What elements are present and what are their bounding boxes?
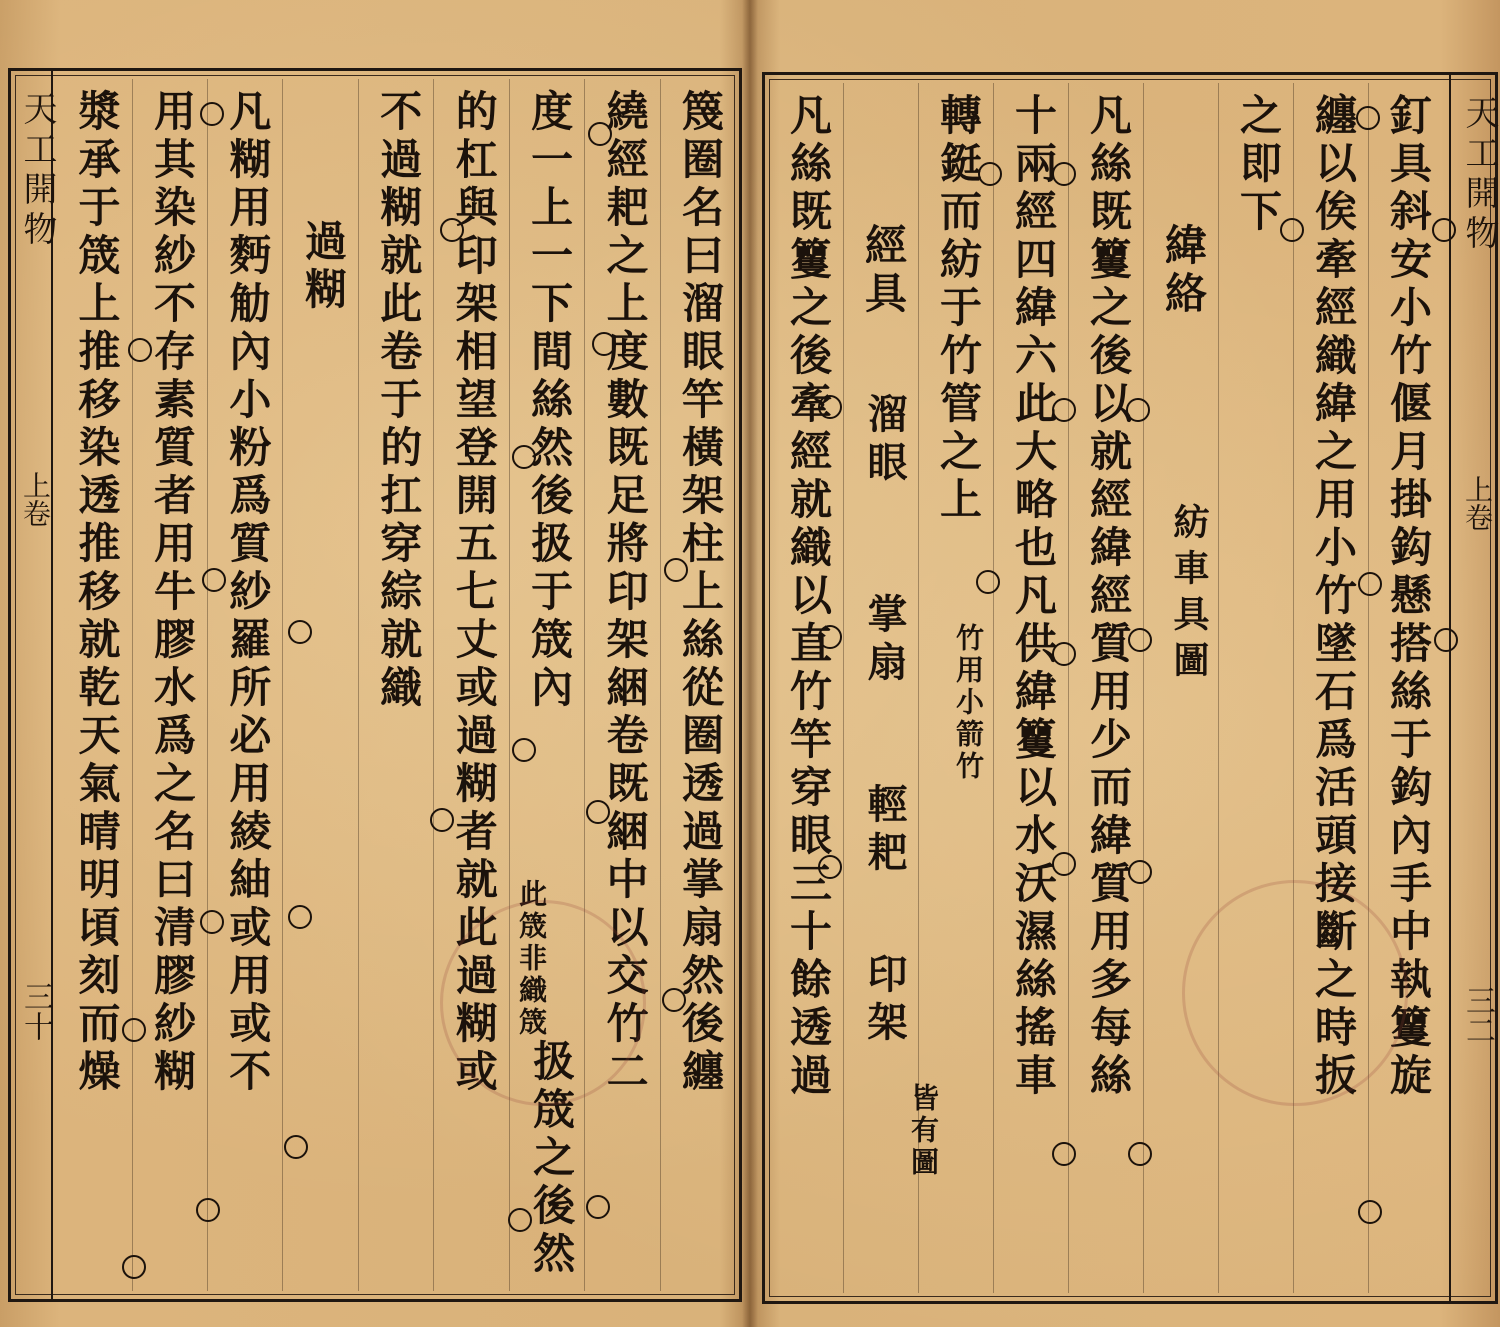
left-col-3-continued: 扱筬之後然 bbox=[527, 1039, 577, 1279]
punctuation-circle bbox=[200, 102, 224, 126]
punctuation-circle bbox=[508, 1208, 532, 1232]
punctuation-circle bbox=[200, 910, 224, 934]
right-col-3-text: 之即下 bbox=[1234, 93, 1283, 237]
punctuation-circle bbox=[662, 988, 686, 1012]
right-sub-zhangshan: 掌扇 bbox=[861, 593, 908, 689]
punctuation-circle bbox=[512, 738, 536, 762]
punctuation-circle bbox=[976, 570, 1000, 594]
left-col-3 bbox=[509, 79, 584, 1291]
punctuation-circle bbox=[588, 122, 612, 146]
left-col-4-text: 的杠與印架相望登開五七丈或過糊者就此過糊或 bbox=[449, 89, 499, 1097]
punctuation-circle bbox=[122, 1018, 146, 1042]
punctuation-circle bbox=[288, 905, 312, 929]
punctuation-circle bbox=[1052, 398, 1076, 422]
right-page-frame bbox=[762, 72, 1498, 1304]
punctuation-circle bbox=[1052, 642, 1076, 666]
punctuation-circle bbox=[592, 332, 616, 356]
punctuation-circle bbox=[1358, 1200, 1382, 1224]
punctuation-circle bbox=[1052, 852, 1076, 876]
punctuation-circle bbox=[196, 1198, 220, 1222]
right-col-5-text: 凡絲既籰之後以就經緯經質用少而緯質用多每絲 bbox=[1084, 93, 1133, 1101]
punctuation-circle bbox=[128, 338, 152, 362]
left-section-heading-guohu: 過糊 bbox=[298, 219, 348, 315]
left-col-5 bbox=[358, 79, 433, 1291]
right-sub-note: 皆有圖 bbox=[907, 1083, 940, 1179]
left-col-6 bbox=[282, 79, 357, 1291]
punctuation-circle bbox=[1356, 106, 1380, 130]
left-col-3-annotation: 此筬非織筬 bbox=[515, 879, 549, 1039]
right-col-3 bbox=[1218, 83, 1293, 1293]
right-col-7-text: 轉鋌而紡于竹管之上 bbox=[934, 93, 983, 525]
left-col-1 bbox=[660, 79, 735, 1291]
punctuation-circle bbox=[586, 1195, 610, 1219]
library-seal-watermark bbox=[440, 900, 646, 1106]
left-page-frame bbox=[8, 68, 742, 1302]
right-col-6 bbox=[993, 83, 1068, 1293]
punctuation-circle bbox=[818, 625, 842, 649]
right-text-columns bbox=[769, 83, 1443, 1293]
right-col-4 bbox=[1143, 83, 1218, 1293]
punctuation-circle bbox=[1280, 218, 1304, 242]
left-col-1-text: 篾圈名曰溜眼竿橫架柱上絲從圈透過掌扇然後纏 bbox=[676, 89, 725, 1097]
right-col-9 bbox=[769, 83, 843, 1293]
right-col-2-text: 纏以俟牽經織緯之用小竹墜石爲活頭接斷之時扳 bbox=[1309, 93, 1358, 1101]
left-col-8 bbox=[132, 79, 207, 1291]
punctuation-circle bbox=[1052, 162, 1076, 186]
left-col-2-text: 繞經耙之上度數既足將印架綑卷既綑中以交竹二 bbox=[600, 89, 650, 1097]
punctuation-circle bbox=[430, 808, 454, 832]
left-col-9 bbox=[57, 79, 131, 1291]
right-col-1-text: 釘具斜安小竹偃月掛鈎懸搭絲于鈎內手中執籰旋 bbox=[1384, 93, 1433, 1101]
left-col-8-text: 用其染紗不存素質者用牛膠水爲之名曰清膠紗糊 bbox=[147, 89, 197, 1097]
punctuation-circle bbox=[1128, 1142, 1152, 1166]
right-sub-liuyan: 溜眼 bbox=[861, 393, 908, 489]
punctuation-circle bbox=[1128, 628, 1152, 652]
punctuation-circle bbox=[288, 620, 312, 644]
right-page bbox=[752, 0, 1500, 1327]
right-col-1 bbox=[1368, 83, 1443, 1293]
punctuation-circle bbox=[512, 445, 536, 469]
right-col-5 bbox=[1068, 83, 1143, 1293]
punctuation-circle bbox=[1052, 1142, 1076, 1166]
right-section-heading-jingju: 經具 bbox=[859, 223, 908, 319]
punctuation-circle bbox=[1126, 398, 1150, 422]
left-col-3-text: 度一上一下間絲然後扱于筬內 bbox=[525, 89, 575, 713]
punctuation-circle bbox=[1358, 572, 1382, 596]
punctuation-circle bbox=[1434, 628, 1458, 652]
left-col-7 bbox=[207, 79, 282, 1291]
right-sub-qingpa: 輕耙 bbox=[861, 783, 908, 879]
juan-label-left: 上卷 bbox=[19, 471, 52, 527]
left-text-columns bbox=[57, 79, 735, 1291]
punctuation-circle bbox=[1128, 860, 1152, 884]
punctuation-circle bbox=[586, 800, 610, 824]
punctuation-circle bbox=[122, 1255, 146, 1279]
left-col-4 bbox=[433, 79, 508, 1291]
right-col-9-text: 凡絲既籰之後牽經就織以直竹竿穿眼三十餘透過 bbox=[784, 93, 833, 1101]
juan-label-right: 上卷 bbox=[1461, 475, 1494, 531]
left-col-9-text: 漿承于筬上推移染透推移就乾天氣晴明頃刻而燥 bbox=[72, 89, 122, 1097]
left-col-7-text: 凡糊用麪觔內小粉爲質紗羅所必用綾紬或用或不 bbox=[223, 89, 273, 1097]
punctuation-circle bbox=[1432, 218, 1456, 242]
left-center-strip bbox=[11, 71, 57, 1299]
punctuation-circle bbox=[818, 395, 842, 419]
right-col-2 bbox=[1293, 83, 1368, 1293]
left-col-5-text: 不過糊就此卷于的扛穿綜就織 bbox=[374, 89, 424, 713]
folio-right: 三二 bbox=[1460, 985, 1495, 1045]
book-title-left: 天工開物 bbox=[17, 91, 57, 251]
right-col-4-sub: 紡車具圖 bbox=[1168, 503, 1210, 687]
left-page bbox=[0, 0, 748, 1327]
punctuation-circle bbox=[284, 1135, 308, 1159]
book-title-right: 天工開物 bbox=[1459, 95, 1499, 255]
library-seal-watermark bbox=[1182, 880, 1408, 1106]
right-col-7-annotation: 竹用小箭竹 bbox=[952, 623, 985, 783]
punctuation-circle bbox=[664, 558, 688, 582]
left-col-2 bbox=[584, 79, 659, 1291]
folio-left: 三十 bbox=[18, 981, 53, 1041]
right-section-heading-weiluo: 緯絡 bbox=[1159, 223, 1208, 319]
punctuation-circle bbox=[978, 162, 1002, 186]
right-col-6-text: 十兩經四緯六此大略也凡供緯籰以水沃濕絲搖車 bbox=[1009, 93, 1058, 1101]
right-center-strip bbox=[1449, 75, 1499, 1301]
punctuation-circle bbox=[818, 855, 842, 879]
right-col-8 bbox=[843, 83, 940, 1293]
punctuation-circle bbox=[440, 218, 464, 242]
punctuation-circle bbox=[202, 568, 226, 592]
right-sub-yinjia: 印架 bbox=[861, 953, 908, 1049]
